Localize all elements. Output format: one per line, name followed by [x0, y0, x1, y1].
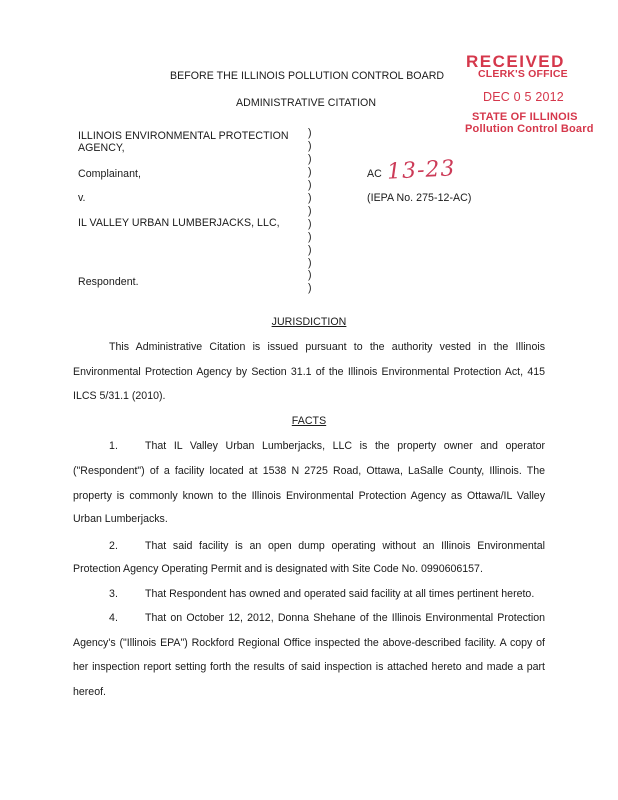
stamp-received: RECEIVED: [466, 52, 565, 71]
jurisdiction-line: ILCS 5/31.1 (2010).: [73, 390, 166, 402]
respondent-role: Respondent.: [78, 276, 139, 288]
fact-number: 4.: [109, 612, 118, 624]
stamp-board: Pollution Control Board: [465, 123, 594, 135]
ac-label: AC: [367, 168, 382, 180]
complainant-role: Complainant,: [78, 168, 142, 180]
fact-line: That IL Valley Urban Lumberjacks, LLC is the property owner and operator: [145, 440, 545, 452]
fact-line: Protection Agency Operating Permit and is designated with Site Code No. 0990606157.: [73, 563, 483, 575]
stamp-clerks-office: CLERK'S OFFICE: [478, 68, 568, 80]
fact-line: That said facility is an open dump operating without an Illinois Environmental: [145, 540, 545, 552]
fact-number: 1.: [109, 440, 118, 452]
fact-line: Urban Lumberjacks.: [73, 513, 168, 525]
fact-line: her inspection report setting forth the results of said inspection is attached hereto and made a part: [73, 661, 545, 673]
iepa-number: (IEPA No. 275-12-AC): [367, 192, 472, 204]
respondent-name: IL VALLEY URBAN LUMBERJACKS, LLC,: [78, 217, 280, 229]
versus: v.: [78, 192, 86, 204]
fact-number: 2.: [109, 540, 118, 552]
fact-line: That on October 12, 2012, Donna Shehane of the Illinois Environmental Protection: [145, 612, 545, 624]
fact-number: 3.: [109, 588, 118, 600]
fact-line: ("Respondent") of a facility located at 1538 N 2725 Road, Ottawa, LaSalle County, Illinois. The: [73, 465, 545, 477]
jurisdiction-line: Environmental Protection Agency by Section 31.1 of the Illinois Environmental Protection Act, 415: [73, 366, 545, 378]
jurisdiction-heading: JURISDICTION: [271, 316, 347, 328]
fact-line: hereof.: [73, 686, 106, 698]
fact-line: Agency's ("Illinois EPA") Rockford Regional Office inspected the above-described facility. A copy of: [73, 637, 545, 649]
stamp-date: DEC 0 5 2012: [483, 90, 564, 104]
caption-bracket: ) ) ) ) ) ) ) ) ) ) ) ) ): [308, 127, 312, 295]
board-heading: BEFORE THE ILLINOIS POLLUTION CONTROL BOARD: [170, 70, 445, 82]
stamp-state: STATE OF ILLINOIS: [472, 111, 578, 123]
document-title: ADMINISTRATIVE CITATION: [236, 97, 377, 109]
fact-line: property is commonly known to the Illinois Environmental Protection Agency as Ottawa/IL Valley: [73, 490, 545, 502]
complainant-name-line-2: AGENCY,: [78, 142, 125, 154]
facts-heading: FACTS: [291, 415, 327, 427]
complainant-name-line-1: ILLINOIS ENVIRONMENTAL PROTECTION: [78, 130, 289, 142]
fact-line: That Respondent has owned and operated said facility at all times pertinent hereto.: [145, 588, 535, 600]
ac-handwritten-number: 13-23: [386, 156, 457, 185]
jurisdiction-line: This Administrative Citation is issued pursuant to the authority vested in the Illinois: [109, 341, 545, 353]
